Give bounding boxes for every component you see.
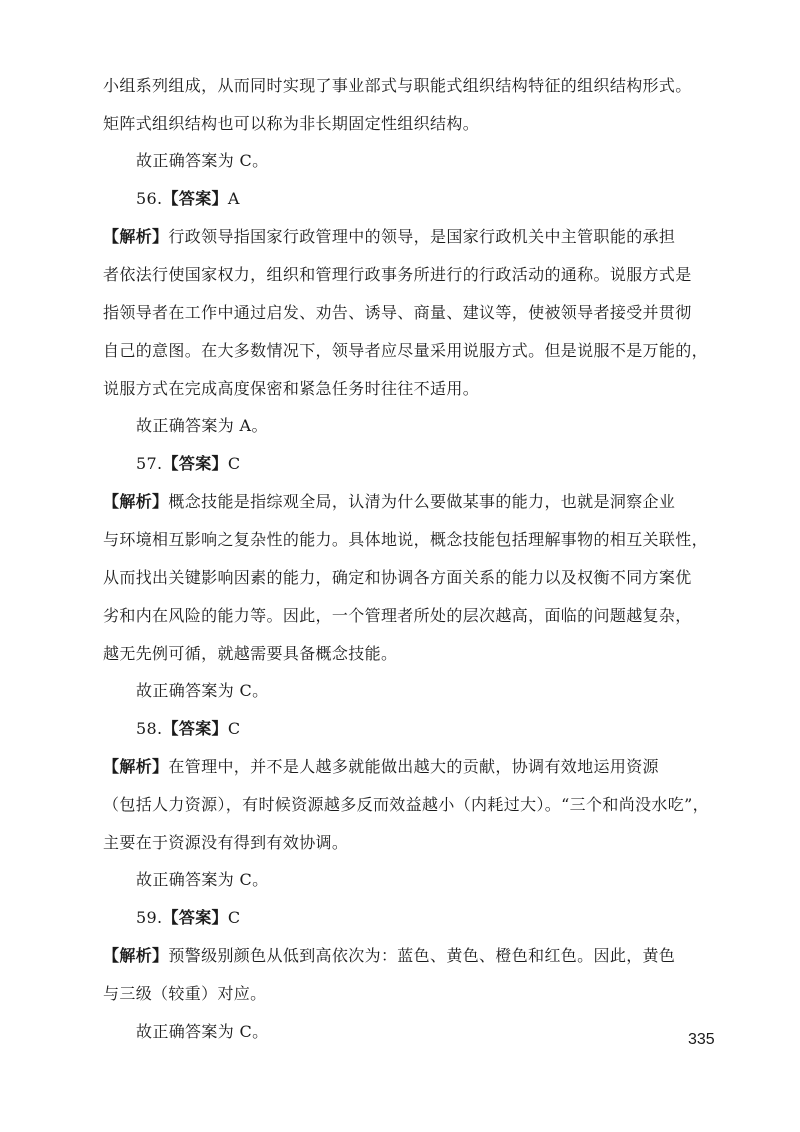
question-56-answer xyxy=(136,189,240,209)
answer-conclusion: 故正确答案为 A。 xyxy=(136,416,268,435)
answer-tag: 【答案】 xyxy=(162,719,228,738)
text-line: 越无先例可循，就越需要具备概念技能。 xyxy=(103,644,398,663)
question-59-answer xyxy=(136,908,241,928)
text-line: 与环境相互影响之复杂性的能力。具体地说，概念技能包括理解事物的相互关联性， xyxy=(103,530,708,549)
text-line: 从而找出关键影响因素的能力，确定和协调各方面关系的能力以及权衡不同方案优 xyxy=(103,568,692,587)
answer-conclusion: 故正确答案为 C。 xyxy=(136,1022,269,1041)
analysis-tag: 【解析】 xyxy=(103,227,169,246)
text-line: 与三级（较重）对应。 xyxy=(103,984,267,1003)
answer-letter: A xyxy=(227,189,240,208)
text-line: 者依法行使国家权力，组织和管理行政事务所进行的行政活动的通称。说服方式是 xyxy=(103,265,692,284)
analysis-paragraph xyxy=(103,946,675,966)
analysis-tag: 【解析】 xyxy=(103,946,169,965)
text-line: （包括人力资源），有时候资源越多反而效益越小（内耗过大）。“三个和尚没水吃”， xyxy=(103,795,710,814)
text-span: 在管理中，并不是人越多就能做出越大的贡献，协调有效地运用资源 xyxy=(168,757,659,776)
analysis-paragraph xyxy=(103,757,659,777)
analysis-paragraph xyxy=(103,227,675,247)
text-line: 小组系列组成，从而同时实现了事业部式与职能式组织结构特征的组织结构形式。 xyxy=(103,76,692,95)
text-line: 矩阵式组织结构也可以称为非长期固定性组织结构。 xyxy=(103,114,480,133)
analysis-tag: 【解析】 xyxy=(103,757,169,776)
analysis-tag: 【解析】 xyxy=(103,492,169,511)
text-line: 主要在于资源没有得到有效协调。 xyxy=(103,833,349,852)
answer-letter: C xyxy=(227,719,241,738)
question-number: 59. xyxy=(136,908,163,927)
answer-conclusion: 故正确答案为 C。 xyxy=(136,151,269,170)
text-span: 行政领导指国家行政管理中的领导，是国家行政机关中主管职能的承担 xyxy=(168,227,676,246)
text-line: 说服方式在完成高度保密和紧急任务时往往不适用。 xyxy=(103,379,480,398)
question-58-answer xyxy=(136,719,241,739)
text-line: 自己的意图。在大多数情况下，领导者应尽量采用说服方式。但是说服不是万能的， xyxy=(103,341,708,360)
text-line: 劣和内在风险的能力等。因此，一个管理者所处的层次越高，面临的问题越复杂， xyxy=(103,606,692,625)
text-span: 预警级别颜色从低到高依次为：蓝色、黄色、橙色和红色。因此，黄色 xyxy=(168,946,676,965)
question-number: 56. xyxy=(136,189,163,208)
text-line: 指领导者在工作中通过启发、劝告、诱导、商量、建议等，使被领导者接受并贯彻 xyxy=(103,303,692,322)
answer-letter: C xyxy=(227,908,241,927)
text-span: 概念技能是指综观全局，认清为什么要做某事的能力，也就是洞察企业 xyxy=(168,492,676,511)
answer-tag: 【答案】 xyxy=(162,454,228,473)
answer-tag: 【答案】 xyxy=(162,908,228,927)
question-number: 58. xyxy=(136,719,163,738)
question-57-answer xyxy=(136,454,241,474)
answer-letter: C xyxy=(227,454,241,473)
answer-tag: 【答案】 xyxy=(162,189,228,208)
analysis-paragraph xyxy=(103,492,675,512)
answer-conclusion: 故正确答案为 C。 xyxy=(136,681,269,700)
page-number: 335 xyxy=(688,1031,715,1048)
answer-conclusion: 故正确答案为 C。 xyxy=(136,870,269,889)
question-number: 57. xyxy=(136,454,163,473)
